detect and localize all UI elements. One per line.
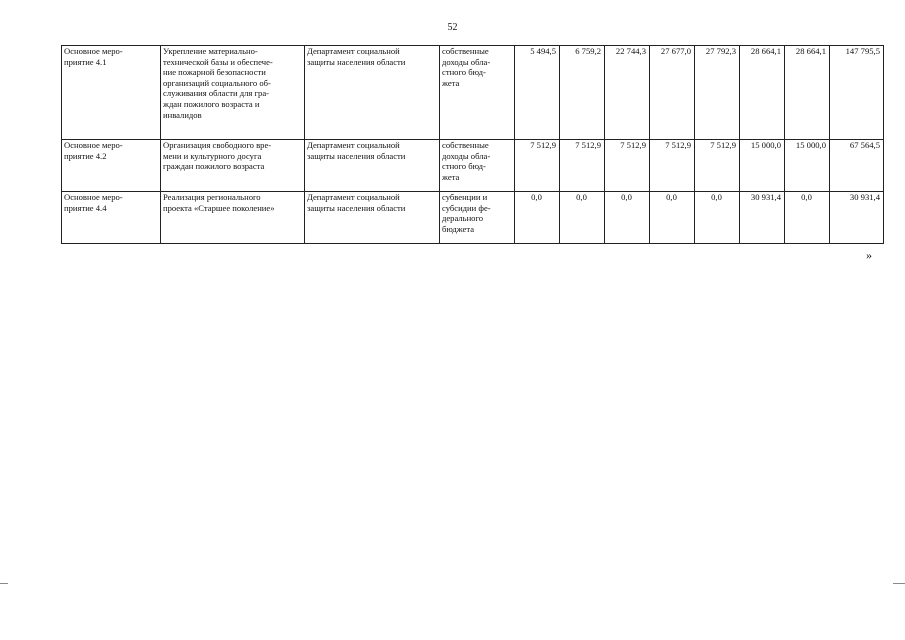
funding-source-cell bbox=[440, 192, 515, 244]
value-cell: 67 564,5 bbox=[830, 140, 884, 192]
executor-cell bbox=[305, 140, 440, 192]
value-cell: 27 792,3 bbox=[695, 46, 740, 140]
value-cell: 6 759,2 bbox=[560, 46, 605, 140]
description-cell-text: Организация свободного вре- мени и культурного досуга граждан пожилого возраста bbox=[163, 140, 272, 172]
value-cell: 28 664,1 bbox=[785, 46, 830, 140]
right-margin-mark bbox=[893, 583, 905, 584]
description-cell bbox=[161, 46, 305, 140]
value-cell: 7 512,9 bbox=[695, 140, 740, 192]
value-cell: 28 664,1 bbox=[740, 46, 785, 140]
table-row bbox=[62, 46, 884, 140]
value-cell: 22 744,3 bbox=[605, 46, 650, 140]
measure-cell bbox=[62, 46, 161, 140]
funding-source-cell-text: собственные доходы обла- стного бюд- жета bbox=[442, 140, 491, 182]
budget-table bbox=[61, 45, 884, 244]
value-cell: 5 494,5 bbox=[515, 46, 560, 140]
value-cell: 7 512,9 bbox=[560, 140, 605, 192]
value-cell: 7 512,9 bbox=[605, 140, 650, 192]
description-cell-text: Укрепление материально- технической базы и обеспече- ние пожарной безопасности организаций социального об- служивания области для гра- ждан пожилого возраста и инвалидов bbox=[163, 46, 273, 120]
value-cell: 7 512,9 bbox=[515, 140, 560, 192]
executor-cell-text: Департамент социальной защиты населения области bbox=[307, 192, 406, 213]
value-cell: 0,0 bbox=[605, 192, 650, 244]
executor-cell-text: Департамент социальной защиты населения области bbox=[307, 46, 406, 67]
value-cell: 0,0 bbox=[785, 192, 830, 244]
funding-source-cell-text: субвенции и субсидии фе- дерального бюджета bbox=[442, 192, 491, 234]
description-cell-text: Реализация регионального проекта «Старшее поколение» bbox=[163, 192, 275, 213]
executor-cell bbox=[305, 192, 440, 244]
value-cell: 0,0 bbox=[515, 192, 560, 244]
description-cell bbox=[161, 140, 305, 192]
value-cell: 15 000,0 bbox=[785, 140, 830, 192]
funding-source-cell-text: собственные доходы обла- стного бюд- жета bbox=[442, 46, 491, 88]
measure-cell bbox=[62, 192, 161, 244]
value-cell: 15 000,0 bbox=[740, 140, 785, 192]
closing-quote-mark: » bbox=[866, 248, 872, 262]
table-row bbox=[62, 192, 884, 244]
description-cell bbox=[161, 192, 305, 244]
measure-cell bbox=[62, 140, 161, 192]
funding-source-cell bbox=[440, 46, 515, 140]
value-cell: 147 795,5 bbox=[830, 46, 884, 140]
page-number: 52 bbox=[447, 22, 458, 33]
value-cell: 0,0 bbox=[560, 192, 605, 244]
funding-source-cell bbox=[440, 140, 515, 192]
value-cell: 0,0 bbox=[695, 192, 740, 244]
measure-cell-text: Основное меро- приятие 4.4 bbox=[64, 192, 123, 213]
value-cell: 0,0 bbox=[650, 192, 695, 244]
value-cell: 7 512,9 bbox=[650, 140, 695, 192]
measure-cell-text: Основное меро- приятие 4.1 bbox=[64, 46, 123, 67]
executor-cell bbox=[305, 46, 440, 140]
executor-cell-text: Департамент социальной защиты населения области bbox=[307, 140, 406, 161]
value-cell: 27 677,0 bbox=[650, 46, 695, 140]
value-cell: 30 931,4 bbox=[740, 192, 785, 244]
value-cell: 30 931,4 bbox=[830, 192, 884, 244]
left-margin-mark bbox=[0, 583, 8, 584]
table-row bbox=[62, 140, 884, 192]
measure-cell-text: Основное меро- приятие 4.2 bbox=[64, 140, 123, 161]
